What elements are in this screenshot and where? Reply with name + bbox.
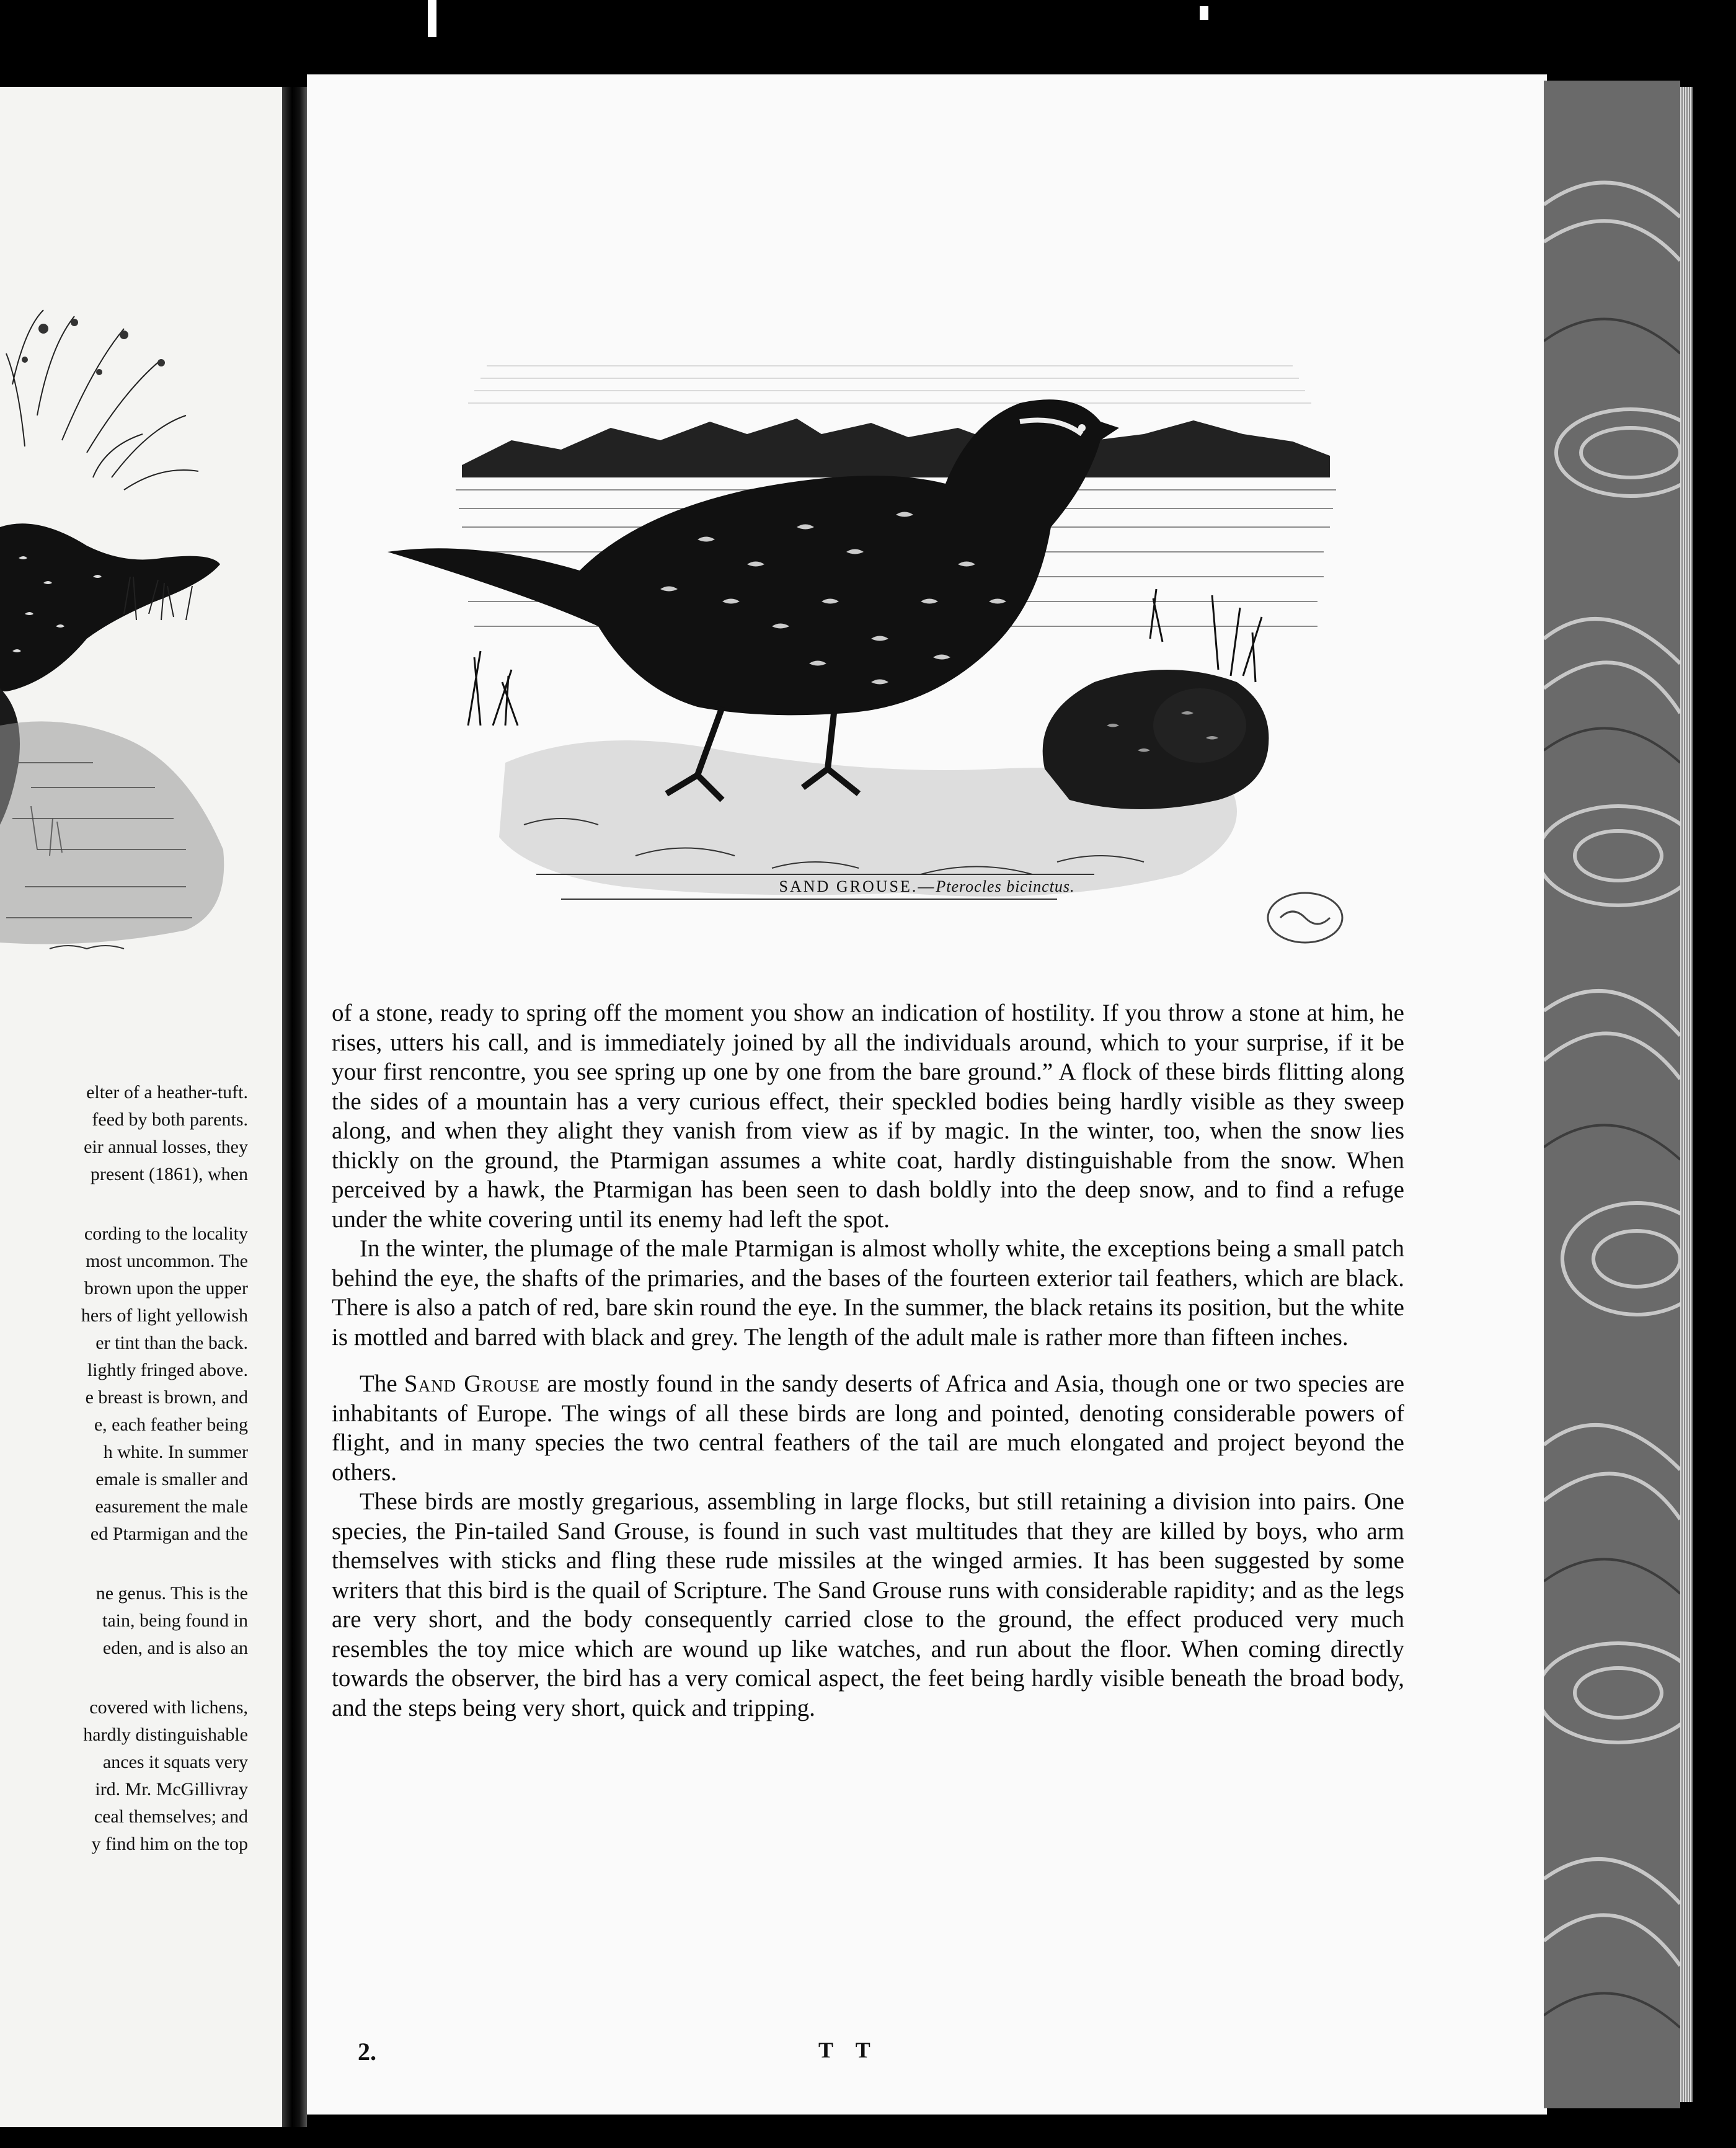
body-text bbox=[332, 998, 1404, 1723]
left-page-illustration bbox=[0, 291, 236, 974]
left-paragraph bbox=[0, 1220, 248, 1548]
right-page bbox=[307, 74, 1547, 2115]
left-line: easurement the male bbox=[95, 1496, 248, 1517]
paragraph-sand-grouse-habits: These birds are mostly gregarious, assembling in large flocks, but still retaining a division into pairs. One species, the Pin-tailed Sand Grouse, is found in such vast multitudes that they are killed by boys, who arm themselves with sticks and fling these rude missiles at the winged armies. It has been suggested by some writers that this bird is the quail of Scripture. The Sand Grouse runs with considerable rapidity; and as the legs are very short, and the body consequently carried close to the ground, the effect produced very much resembles the toy mice which are wound up like watches, and run about the floor. When coming directly towards the observer, the bird has a very comical aspect, the feet being hardly visible beneath the broad body, and the steps being very short, quick and tripping. bbox=[332, 1488, 1404, 1721]
left-line: h white. In summer bbox=[103, 1442, 248, 1462]
left-page-text bbox=[0, 1079, 248, 1890]
paragraph-ptarmigan-plumage: In the winter, the plumage of the male Ptarmigan is almost wholly white, the exceptions being a small patch behind the eye, the shafts of the primaries, and the bases of the fourteen exterior tail feathers, which are black. There is also a patch of red, bare skin round the eye. In the summer, the black retains its position, but the white is mottled and barred with black and grey. The length of the adult male is rather more than fifteen inches. bbox=[332, 1235, 1404, 1351]
left-line: feed by both parents. bbox=[92, 1109, 248, 1130]
caption-species: Pterocles bicinctus. bbox=[936, 877, 1075, 895]
paragraph-lead-word: The bbox=[360, 1370, 397, 1397]
section-heading-sand-grouse: Sand Grouse bbox=[404, 1370, 540, 1397]
left-paragraph bbox=[0, 1694, 248, 1858]
left-line: present (1861), when bbox=[90, 1164, 248, 1184]
paragraph-ptarmigan-behaviour: of a stone, ready to spring off the moment you show an indication of hostility. If you throw a stone at him, he rises, utters his call, and is immediately joined by all the individuals around, which to your surprise, if it be your first rencontre, you see spring up one by one from the bare ground.” A flock of these birds flitting along the sides of a mountain has a very curious effect, their speckled bodies being hardly visible as they sweep along, and when they alight they vanish from view as if by magic. In the winter, too, when the snow lies thickly on the ground, the Ptarmigan assumes a white coat, hardly distinguishable from the snow. When perceived by a hawk, the Ptarmigan has been seen to dash boldly into the deep snow, and to find a refuge under the white covering until its enemy had left the spot. bbox=[332, 1000, 1404, 1233]
left-line: hardly distinguishable bbox=[83, 1724, 248, 1745]
marbled-fore-edge bbox=[1544, 81, 1680, 2108]
left-line: er tint than the back. bbox=[95, 1333, 248, 1353]
left-page bbox=[0, 87, 282, 2127]
left-line: ceal themselves; and bbox=[94, 1806, 248, 1827]
page-edges bbox=[1680, 87, 1693, 2102]
left-line: eden, and is also an bbox=[102, 1638, 248, 1658]
left-line: ne genus. This is the bbox=[95, 1583, 248, 1604]
left-line: ances it squats very bbox=[102, 1752, 248, 1772]
printer-signature-mark: T T bbox=[818, 2038, 879, 2062]
left-line: y find him on the top bbox=[91, 1834, 248, 1854]
left-line: brown upon the upper bbox=[84, 1278, 248, 1298]
left-line: elter of a heather-tuft. bbox=[86, 1082, 248, 1103]
left-line: e breast is brown, and bbox=[85, 1387, 248, 1408]
left-line: tain, being found in bbox=[102, 1610, 248, 1631]
left-line: ird. Mr. McGillivray bbox=[95, 1779, 248, 1800]
left-line: hers of light yellowish bbox=[81, 1305, 248, 1326]
left-line: cording to the locality bbox=[84, 1223, 248, 1244]
page-number: 2. bbox=[358, 2038, 376, 2066]
figure-caption bbox=[307, 877, 1547, 896]
marbling-pattern bbox=[1544, 81, 1680, 2108]
left-line: emale is smaller and bbox=[95, 1469, 248, 1489]
film-speck bbox=[1200, 6, 1208, 20]
book-gutter bbox=[282, 87, 307, 2127]
left-line: covered with lichens, bbox=[89, 1697, 248, 1718]
film-speck bbox=[428, 0, 436, 37]
left-paragraph bbox=[0, 1079, 248, 1188]
sand-grouse-illustration bbox=[375, 279, 1417, 980]
left-line: ed Ptarmigan and the bbox=[90, 1524, 248, 1544]
left-line: lightly fringed above. bbox=[87, 1360, 248, 1380]
left-line: most uncommon. The bbox=[86, 1251, 248, 1271]
caption-title: SAND GROUSE.— bbox=[779, 877, 936, 895]
left-line: e, each feather being bbox=[94, 1414, 248, 1435]
left-paragraph bbox=[0, 1580, 248, 1662]
paragraph-continuation: are mostly found in the sandy deserts of Africa and Asia, though one or two species are inhabitants of Europe. The wings of all these birds are long and pointed, denoting considerable powers of flight, and in many species the two central feathers of the tail are much elongated and project beyond the others. bbox=[332, 1370, 1405, 1486]
left-line: eir annual losses, they bbox=[84, 1137, 248, 1157]
paragraph-sand-grouse-intro bbox=[332, 1369, 1404, 1487]
